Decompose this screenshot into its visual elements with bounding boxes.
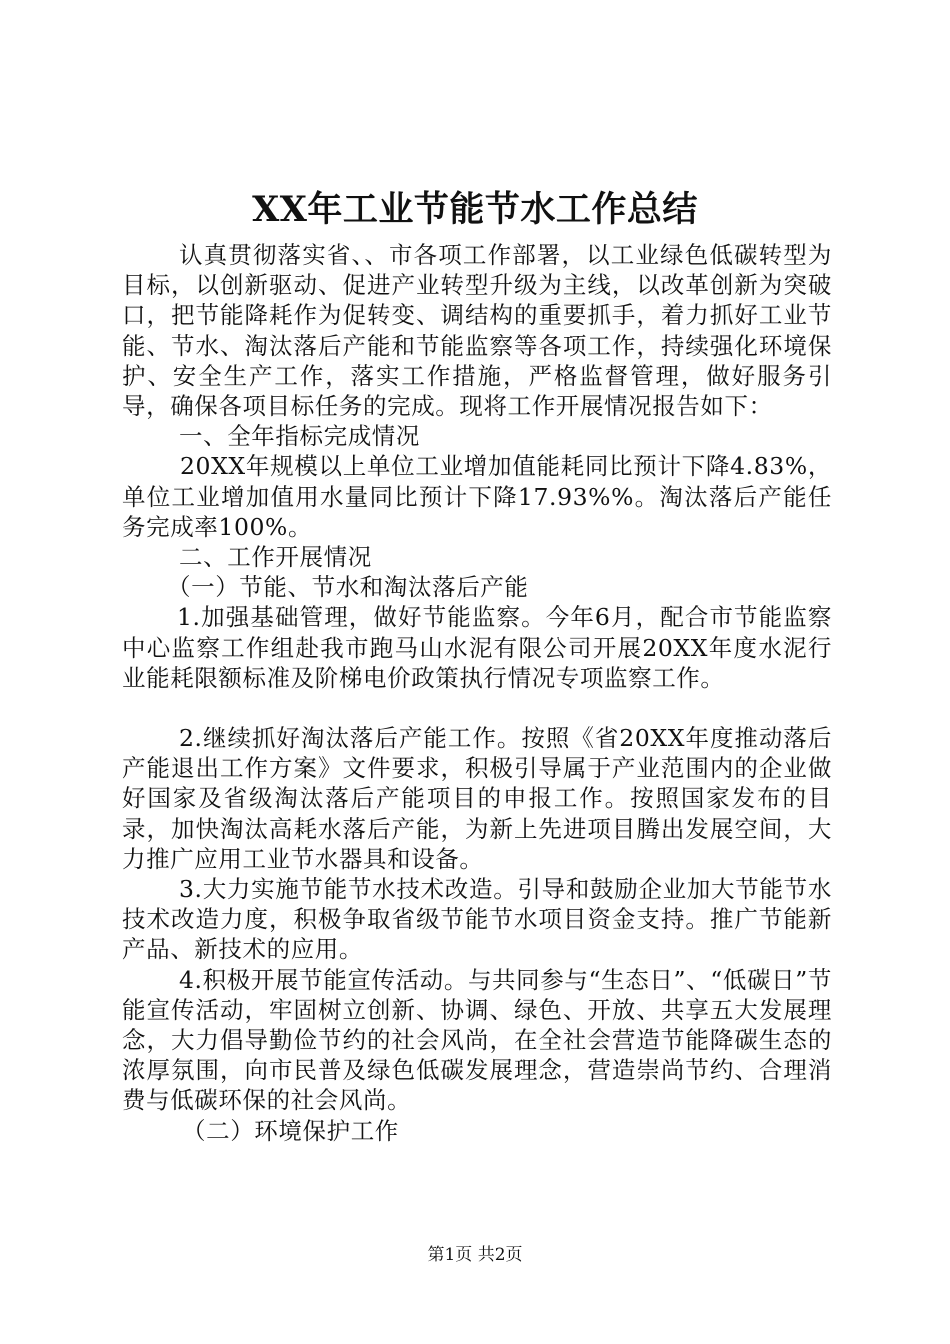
document-body	[122, 240, 832, 1146]
intro-paragraph: 认真贯彻落实省、、市各项工作部署，以工业绿色低碳转型为目标，以创新驱动、促进产业转型升级为主线，以改革创新为突破口，把节能降耗作为促转变、调结构的重要抓手，着力抓好工业节能、节水、淘汰落后产能和节能监察等各项工作，持续强化环境保护、安全生产工作，落实工作措施，严格监督管理，做好服务引导，确保各项目标任务的完成。现将工作开展情况报告如下：	[122, 241, 832, 421]
item-paragraph-3: 3.大力实施节能节水技术改造。引导和鼓励企业加大节能节水技术改造力度，积极争取省级节能节水项目资金支持。推广节能新产品、新技术的应用。	[122, 875, 832, 964]
subheading-energy-water: （一）节能、节水和淘汰落后产能	[167, 573, 529, 602]
item-paragraph-1: 1.加强基础管理，做好节能监察。今年6月，配合市节能监察中心监察工作组赴我市跑马山水泥有限公司开展20XX年度水泥行业能耗限额标准及阶梯电价政策执行情况专项监察工作。	[122, 603, 832, 692]
paragraph-gap	[122, 693, 832, 723]
section-heading-work: 二、工作开展情况	[179, 543, 372, 572]
indicators-paragraph: 20XX年规模以上单位工业增加值能耗同比预计下降4.83%，单位工业增加值用水量同比预计下降17.93%%。淘汰落后产能任务完成率100%。	[122, 452, 832, 541]
document-title: XX年工业节能节水工作总结	[252, 189, 698, 230]
item-paragraph-4: 4.积极开展节能宣传活动。与共同参与“生态日”、“低碳日”节能宣传活动，牢固树立创新、协调、绿色、开放、共享五大发展理念，大力倡导勤俭节约的社会风尚，在全社会营造节能降碳生态的浓厚氛围，向市民普及绿色低碳发展理念，营造崇尚节约、合理消费与低碳环保的社会风尚。	[122, 965, 832, 1115]
subheading-environment: （二）环境保护工作	[182, 1116, 399, 1145]
page-footer: 第1页 共2页	[427, 1245, 523, 1265]
item-paragraph-2: 2.继续抓好淘汰落后产能工作。按照《省20XX年度推动落后产能退出工作方案》文件要求，积极引导属于产业范围内的企业做好国家及省级淘汰落后产能项目的申报工作。按照国家发布的目录，加快淘汰高耗水落后产能，为新上先进项目腾出发展空间，大力推广应用工业节水器具和设备。	[122, 724, 832, 873]
section-heading-indicators: 一、全年指标完成情况	[179, 422, 420, 451]
